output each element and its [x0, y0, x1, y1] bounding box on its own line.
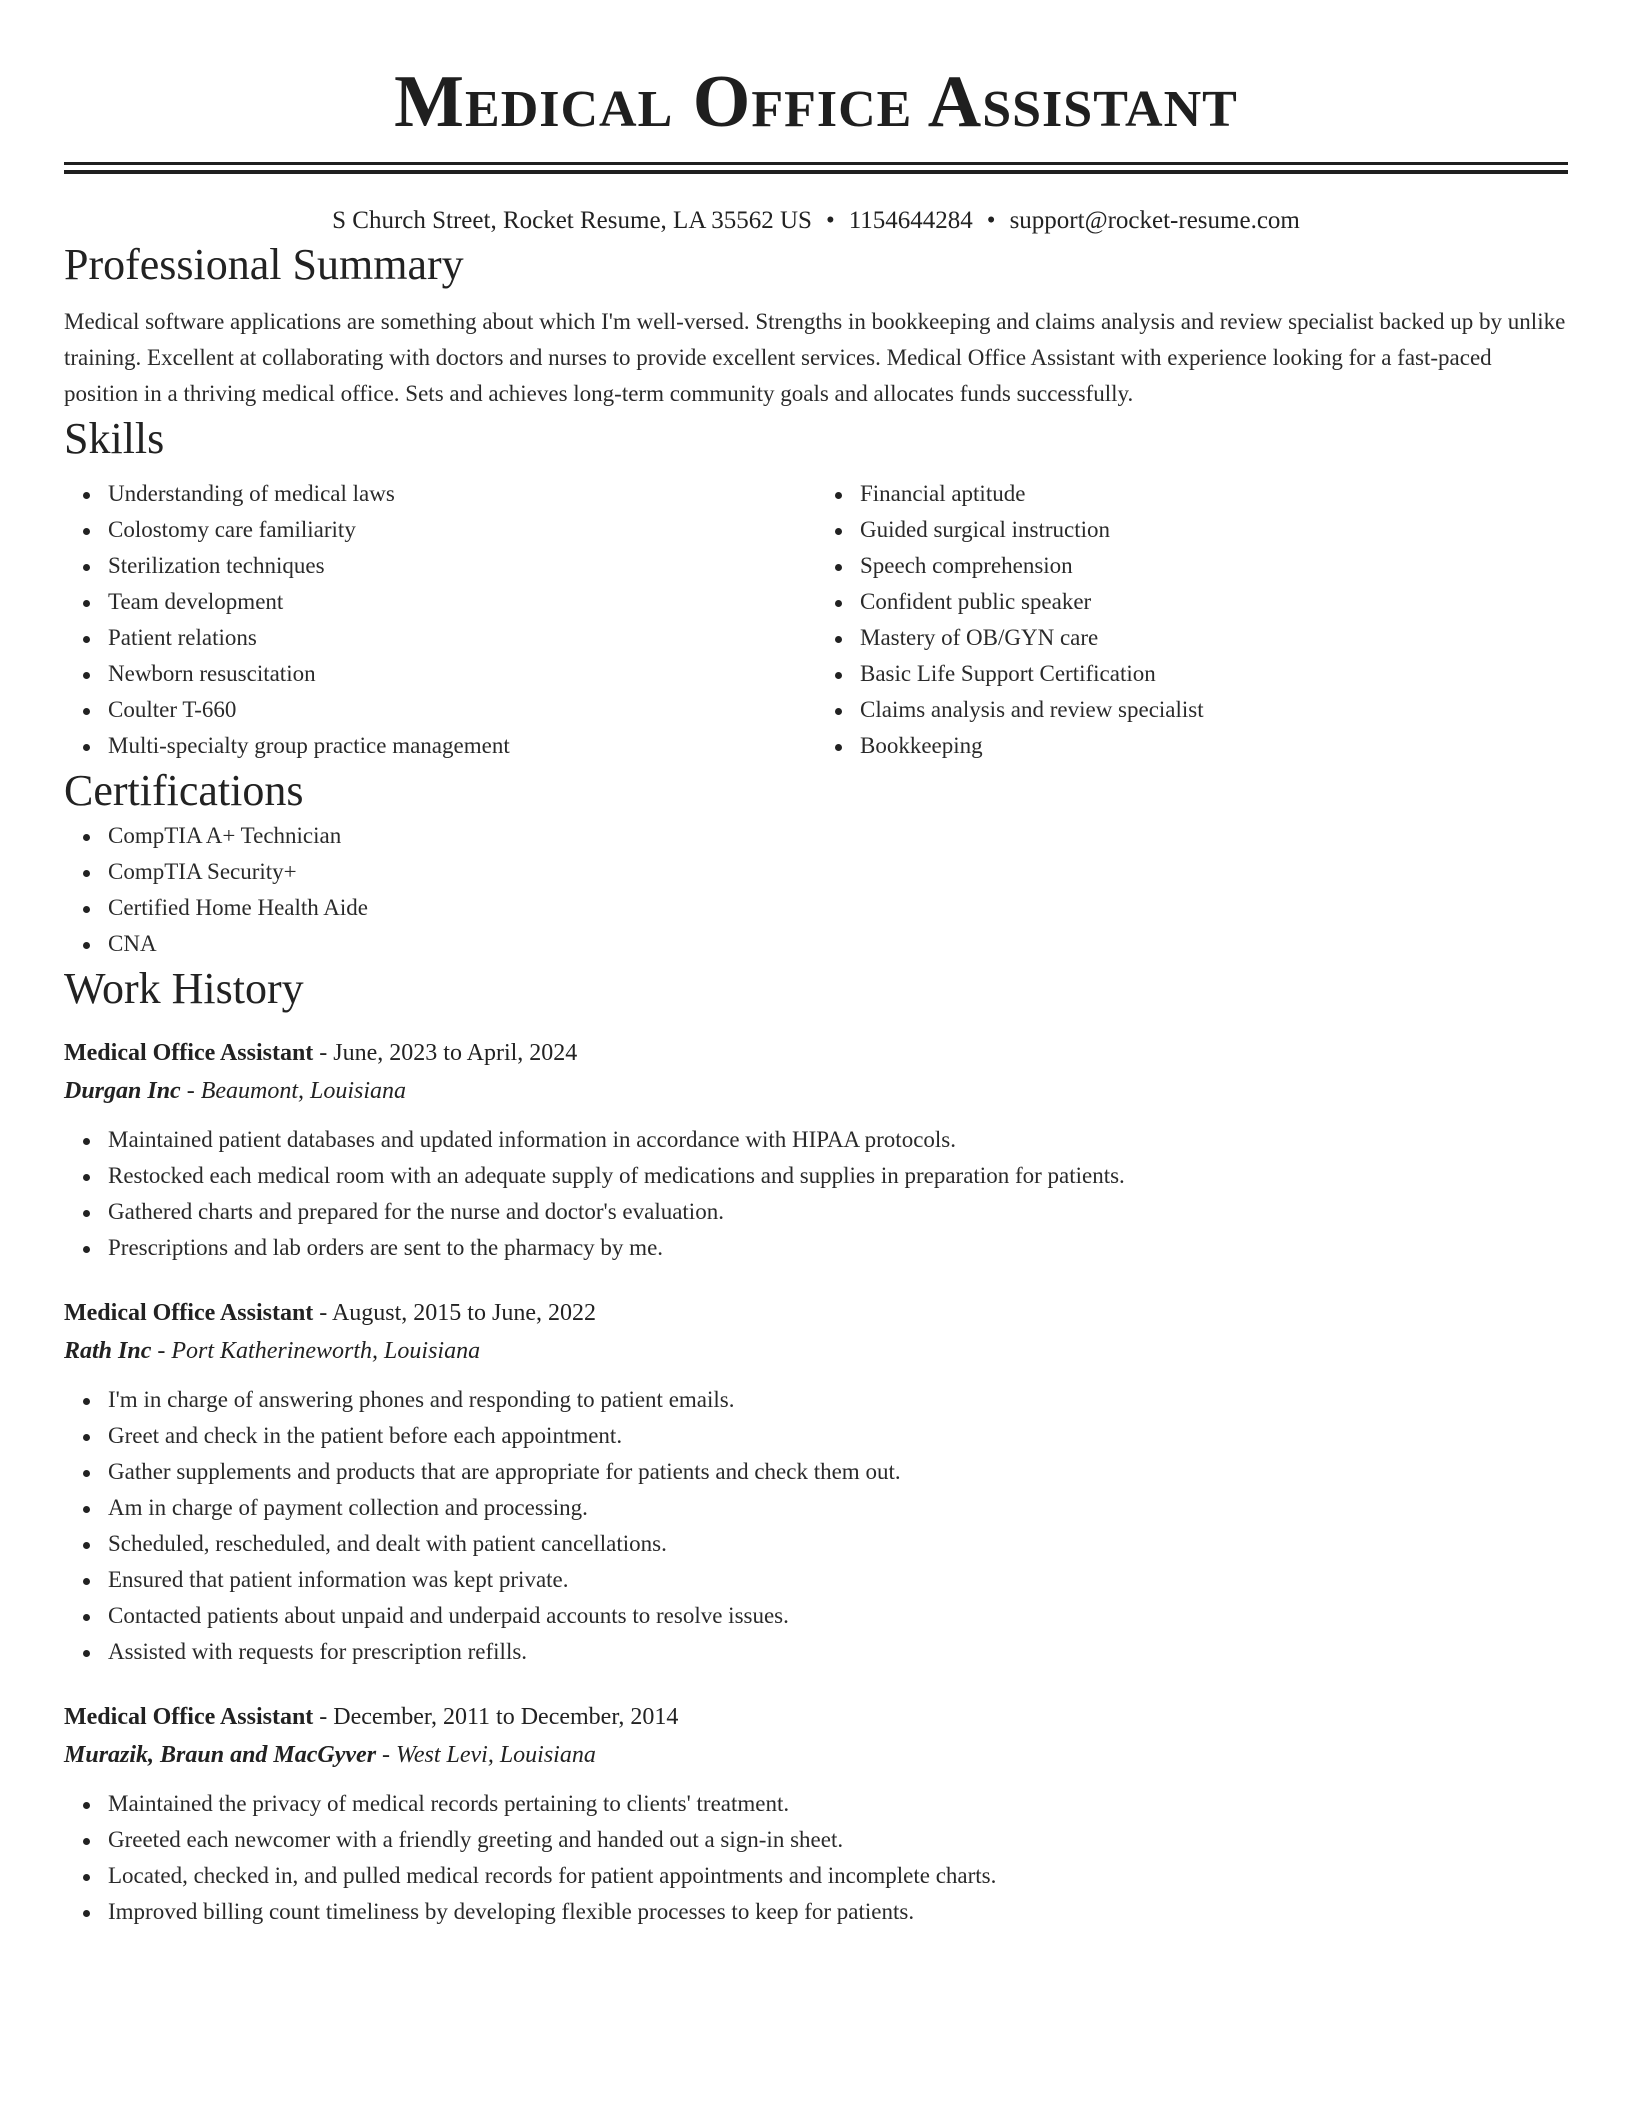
job-duty: Scheduled, rescheduled, and dealt with patient cancellations. — [108, 1526, 1568, 1562]
summary-heading: Professional Summary — [64, 240, 464, 289]
skill-item: Claims analysis and review specialist — [860, 692, 1568, 728]
skills-columns — [64, 476, 1568, 764]
certification-item: CompTIA Security+ — [108, 854, 1568, 890]
job-duty: Am in charge of payment collection and processing. — [108, 1490, 1568, 1526]
job-duty: Gathered charts and prepared for the nurse and doctor's evaluation. — [108, 1194, 1568, 1230]
skills-heading: Skills — [64, 414, 165, 463]
job-company: Rath Inc — [64, 1338, 152, 1364]
skill-item: Sterilization techniques — [108, 548, 816, 584]
skill-item: Newborn resuscitation — [108, 656, 816, 692]
skill-item: Speech comprehension — [860, 548, 1568, 584]
certifications-heading: Certifications — [64, 766, 304, 815]
job-duty: Ensured that patient information was kept private. — [108, 1562, 1568, 1598]
certification-item: CompTIA A+ Technician — [108, 818, 1568, 854]
summary-text: Medical software applications are something about which I'm well-versed. Strengths in bookkeeping and claims analysis and review specialist backed up by unlike training. Excellent at collaborating with doctors and nurses to provide excellent services. Medical Office Assistant with experience looking for a fast-paced position in a thriving medical office. Sets and achieves long-term community goals and allocates funds successfully. — [64, 309, 1566, 406]
skill-item: Confident public speaker — [860, 584, 1568, 620]
job-duties-list — [64, 1382, 1568, 1670]
contact-phone: 1154644284 — [848, 207, 973, 234]
job-company-line: Durgan Inc - Beaumont, Louisiana — [64, 1078, 407, 1104]
job-duty: Gather supplements and products that are appropriate for patients and check them out. — [108, 1454, 1568, 1490]
job-entry — [64, 1294, 1568, 1670]
job-dates: August, 2015 to June, 2022 — [331, 1300, 596, 1326]
skill-item: Colostomy care familiarity — [108, 512, 816, 548]
job-title: Medical Office Assistant — [64, 1300, 314, 1326]
header-divider-bottom — [64, 170, 1568, 174]
job-title-line: Medical Office Assistant - December, 2011 to December, 2014 — [64, 1704, 679, 1730]
job-duty: Maintained patient databases and updated information in accordance with HIPAA protocols. — [108, 1122, 1568, 1158]
job-duty: Improved billing count timeliness by developing flexible processes to keep for patients. — [108, 1894, 1568, 1930]
certification-item: Certified Home Health Aide — [108, 890, 1568, 926]
job-title: Medical Office Assistant — [64, 1040, 314, 1066]
job-duty: Restocked each medical room with an adequate supply of medications and supplies in preparation for patients. — [108, 1158, 1568, 1194]
contact-separator: • — [986, 207, 996, 234]
job-company: Durgan Inc — [64, 1078, 181, 1104]
header-divider-top — [64, 162, 1568, 165]
resume-page — [64, 0, 1568, 1930]
certification-item: CNA — [108, 926, 1568, 962]
job-location: West Levi, Louisiana — [396, 1742, 596, 1768]
contact-line — [64, 204, 1568, 238]
job-location: Port Katherineworth, Louisiana — [171, 1338, 481, 1364]
contact-email: support@rocket-resume.com — [1009, 207, 1300, 234]
job-duty: Maintained the privacy of medical records pertaining to clients' treatment. — [108, 1786, 1568, 1822]
skills-list-left — [64, 476, 816, 764]
contact-address: S Church Street, Rocket Resume, LA 35562 US — [332, 207, 812, 234]
skill-item: Team development — [108, 584, 816, 620]
job-dates: June, 2023 to April, 2024 — [333, 1040, 578, 1066]
job-title-line: Medical Office Assistant - August, 2015 to June, 2022 — [64, 1300, 596, 1326]
job-company: Murazik, Braun and MacGyver — [64, 1742, 377, 1768]
certifications-list — [64, 818, 1568, 962]
job-duty: Located, checked in, and pulled medical records for patient appointments and incomplete charts. — [108, 1858, 1568, 1894]
job-company-line: Rath Inc - Port Katherineworth, Louisiana — [64, 1338, 481, 1364]
work-history-heading: Work History — [64, 964, 304, 1013]
job-company-line: Murazik, Braun and MacGyver - West Levi, Louisiana — [64, 1742, 596, 1768]
skill-item: Financial aptitude — [860, 476, 1568, 512]
contact-separator: • — [825, 207, 835, 234]
job-duties-list — [64, 1786, 1568, 1930]
skill-item: Mastery of OB/GYN care — [860, 620, 1568, 656]
job-entry — [64, 1034, 1568, 1266]
skill-item: Understanding of medical laws — [108, 476, 816, 512]
job-title-line: Medical Office Assistant - June, 2023 to April, 2024 — [64, 1040, 578, 1066]
job-duty: Contacted patients about unpaid and underpaid accounts to resolve issues. — [108, 1598, 1568, 1634]
skill-item: Basic Life Support Certification — [860, 656, 1568, 692]
skill-item: Multi-specialty group practice management — [108, 728, 816, 764]
job-duties-list — [64, 1122, 1568, 1266]
job-duty: Assisted with requests for prescription refills. — [108, 1634, 1568, 1670]
skill-item: Bookkeeping — [860, 728, 1568, 764]
job-title: Medical Office Assistant — [64, 1704, 314, 1730]
job-entry — [64, 1698, 1568, 1930]
skill-item: Guided surgical instruction — [860, 512, 1568, 548]
skill-item: Patient relations — [108, 620, 816, 656]
job-dates: December, 2011 to December, 2014 — [333, 1704, 679, 1730]
job-duty: Prescriptions and lab orders are sent to the pharmacy by me. — [108, 1230, 1568, 1266]
skill-item: Coulter T-660 — [108, 692, 816, 728]
job-duty: Greet and check in the patient before each appointment. — [108, 1418, 1568, 1454]
resume-name-heading: Medical Office Assistant — [394, 61, 1238, 143]
skills-list-right — [816, 476, 1568, 764]
job-location: Beaumont, Louisiana — [200, 1078, 407, 1104]
job-duty: I'm in charge of answering phones and responding to patient emails. — [108, 1382, 1568, 1418]
job-duty: Greeted each newcomer with a friendly greeting and handed out a sign-in sheet. — [108, 1822, 1568, 1858]
